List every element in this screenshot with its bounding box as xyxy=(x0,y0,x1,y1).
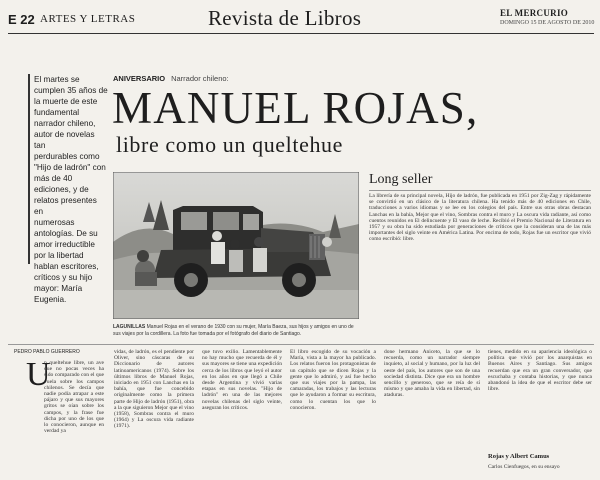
sidebar-line: numerosas xyxy=(34,218,75,227)
article-column-5: done hermano Aniceto, la que se lo recuerda, como un narrador siempre inquieto, al social y humano, por la luz del oeste del país, los autores que son de una sociedad distinta. Dice que era un hombre sencillo y generoso, que se reía de sí mismo y que amaba la vida en libertad, sin ataduras. xyxy=(384,349,480,399)
sidebar-line: fundamental xyxy=(34,108,80,117)
sidebar-line: más de 40 xyxy=(34,174,73,183)
drop-cap: U xyxy=(26,356,51,393)
caption-label: LAGUNILLAS xyxy=(113,324,146,330)
long-seller-title: Long seller xyxy=(369,172,433,187)
sidebar-line: Eugenia. xyxy=(34,295,67,304)
vintage-car-photo xyxy=(113,172,359,319)
header-rule xyxy=(8,33,594,34)
article-column-1 xyxy=(44,360,104,480)
sidebar-line: "Hijo de ladrón" con xyxy=(34,163,106,172)
article-column-3: que tuvo exilio. Lamentablemente no hay mucho que recuerda de él y sus mayores se tiene una expedición cerca de los libros que leyó el autor en los años en que llegó a Chile desde Argentina y vivió varias etapas en sus novelas. "Hijo de ladrón" en una de las mejores novelas chilenas del siglo veinte, aseguran los críticos. xyxy=(202,349,282,411)
kicker-label: ANIVERSARIO xyxy=(113,74,166,83)
sidebar-line: la muerte de este xyxy=(34,97,98,106)
columns-rule xyxy=(8,344,594,345)
photo-caption xyxy=(113,324,359,337)
sidebar-summary xyxy=(34,74,108,305)
sidebar-line: por la libertad xyxy=(34,251,84,260)
caption-text: Manuel Rojas en el verano de 1930 con su mujer, María Baeza, sus hijos y amigos en uno de sus viajes por la cordillera. La foto fue tomada por el fotógrafo del diario de Santiago. xyxy=(113,324,354,337)
issue-date: DOMINGO 15 DE AGOSTO DE 2010 xyxy=(500,20,595,26)
sidebar-line: autor de novelas tan xyxy=(34,130,95,150)
sidebar-line: críticos y su hijo xyxy=(34,273,93,282)
headline: MANUEL ROJAS, xyxy=(112,83,479,133)
article-column-4: El libro escogido de su vocación a María, vista a la mayor ha publicado. Los relatos fueron los protagonistas de un capítulo que se dicen Rojas y la gente que lo admiró, y así fue hecho que sus viajes por la pampa, las camaradas, los trabajos y las lecturas que le ayudaron a formar su escritura, como lo cuentan los que lo conocieron. xyxy=(290,349,376,411)
page-number: E 22 xyxy=(8,12,35,27)
article-column-2: vidas, de ladrón, es el pendiente por Oliver, sino cáscaras de su Diccionario de autores latinoamericanos (1974). Sobre los últimos libros de Manuel Rojas, iniciado en 1951 con Lanchas en la bahía, que fue concebido originalmente como la primera parte de Hijo de ladrón (1951), obra a la que siguieron Mejor que el vino (1958), Sombras contra el muro (1964) y La oscura vida radiante (1971). xyxy=(114,349,194,430)
subheadline: libre como un queltehue xyxy=(116,132,344,157)
byline: PEDRO PABLO GUERRERO xyxy=(14,349,80,355)
sidebar-line: amor irreductible xyxy=(34,240,95,249)
supplement-title: Revista de Libros xyxy=(208,6,362,30)
article-photo xyxy=(113,172,359,319)
section-label: ARTES Y LETRAS xyxy=(40,13,136,25)
sidebar-line: hablan escritores, xyxy=(34,262,99,271)
sidebar-line: ediciones, y de xyxy=(34,185,89,194)
sidebar-line: El martes se xyxy=(34,75,80,84)
sidebar-line: antologías. De su xyxy=(34,229,98,238)
sidebar-line: perdurables como xyxy=(34,152,100,161)
sidebar-line: relatos presentes en xyxy=(34,196,97,216)
sidebar-line: mayor: María xyxy=(34,284,83,293)
article-column-6: tienes, medido en su apariencia ideológica o política que vivió por los anarquistas en Buenos Aires y Santiago. Sus amigos recuerdan que era un gran conversador, que escuchaba y contaba historias, y que nunca abandonó la idea de que el escritor debe ser libre. xyxy=(488,349,592,393)
sidebar-rule xyxy=(28,74,30,264)
column-continuation: Carlos Cienfuegos, en su ensayo xyxy=(488,464,560,470)
kicker-subtitle: Narrador chileno: xyxy=(171,74,229,83)
column-text: n queltehue libre, un ave que no pocas veces ha sido comparado con el que vuela sobre los campos chilenos. Se decía que nadie podía atrapar a este pájaro y que sus mayores gritos se oían sobre los campos, y la frase fue dicha por uno de los que lo conocieron, aunque en verdad ya xyxy=(44,360,104,435)
sidebar-line: cumplen 35 años de xyxy=(34,86,108,95)
newspaper-name: EL MERCURIO xyxy=(500,8,569,18)
sidebar-line: narrador chileno, xyxy=(34,119,96,128)
column-subheading: Rojas y Albert Camus xyxy=(488,453,550,460)
long-seller-body: La librería de su principal novela, Hijo de ladrón, fue publicada en 1951 por Zig-Zag y rápidamente se convirtió en un clásico de la literatura chilena. Ha tenido más de 40 ediciones en Chile, traducciones a varios idiomas y se lee en los colegios del país. Entre sus otras obras destacan Lanchas en la bahía, Mejor que el vino, Sombras contra el muro y La oscura vida radiante, así como cuentos reunidos en El delincuente y El vaso de leche. Recibió el Premio Nacional de Literatura en 1957 y su obra ha sido estudiada por generaciones de críticos que la consideran una de las más importantes del siglo veinte en América Latina. Por encima de todo, Rojas fue un escritor que vivió como escribió: libre. xyxy=(369,193,591,243)
long-seller-rule xyxy=(369,190,591,191)
